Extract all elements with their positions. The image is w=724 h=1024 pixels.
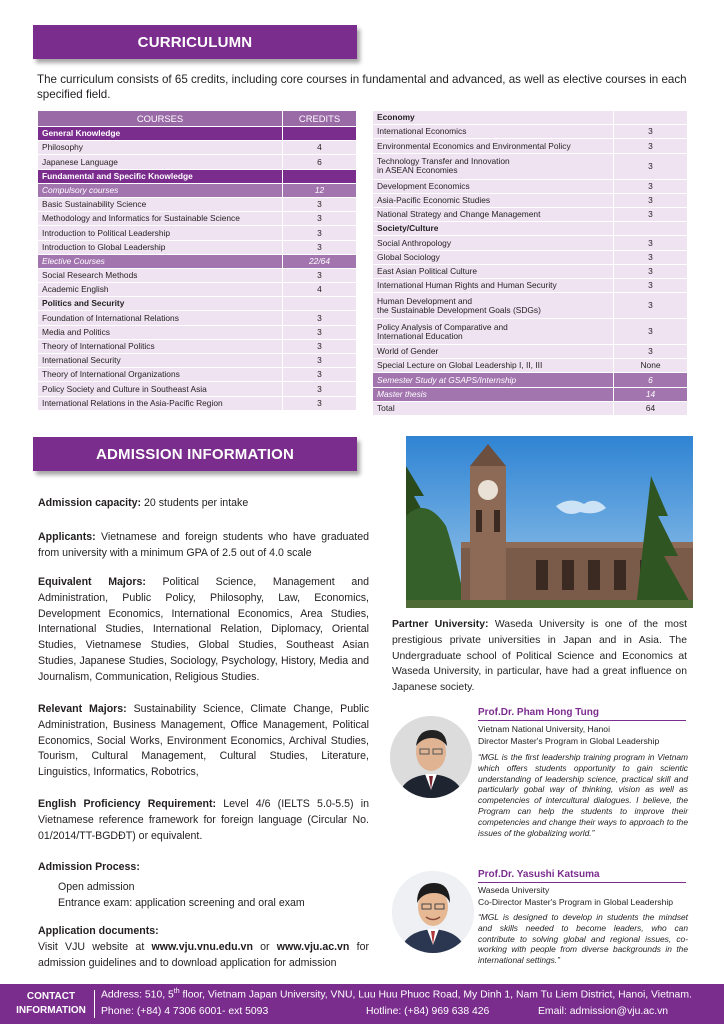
course-name: Fundamental and Specific Knowledge xyxy=(38,169,283,183)
docs-label: Application documents: xyxy=(38,925,159,937)
course-row xyxy=(38,283,357,297)
relevant-value: Sustainability Science, Climate Change, Public Administration, Business Management, Office Management, Political Economics, Social Works, Environment Economics, Archival Studies, Tourism, Cultural Management, Cultural Studies, Literature, Linguistics, Informatics, Robotrics, xyxy=(38,703,369,779)
course-row xyxy=(373,387,688,401)
course-name: Elective Courses xyxy=(38,254,283,268)
course-name: Policy Analysis of Comparative and International Education xyxy=(373,319,614,345)
course-credits xyxy=(283,169,357,183)
course-name: Introduction to Political Leadership xyxy=(38,226,283,240)
course-row xyxy=(38,339,357,353)
course-name: Master thesis xyxy=(373,387,614,401)
course-credits xyxy=(283,297,357,311)
course-credits: 3 xyxy=(614,139,688,153)
course-credits: 3 xyxy=(283,339,357,353)
course-row xyxy=(373,236,688,250)
course-name: Media and Politics xyxy=(38,325,283,339)
course-credits: 3 xyxy=(614,250,688,264)
curriculum-table-left xyxy=(37,110,357,411)
course-row xyxy=(373,293,688,319)
course-credits xyxy=(283,127,357,141)
english-label: English Proficiency Requirement: xyxy=(38,798,217,810)
course-credits: 3 xyxy=(283,325,357,339)
course-credits: 3 xyxy=(614,345,688,359)
course-name: Environmental Economics and Environmental Policy xyxy=(373,139,614,153)
course-credits: 3 xyxy=(614,193,688,207)
course-name: Technology Transfer and Innovation in ASEAN Economies xyxy=(373,153,614,179)
footer-divider xyxy=(94,990,95,1018)
contact-address xyxy=(101,988,692,1000)
course-credits: 22/64 xyxy=(283,254,357,268)
relevant-label: Relevant Majors: xyxy=(38,703,127,715)
course-name: Social Research Methods xyxy=(38,268,283,282)
course-credits: 3 xyxy=(283,354,357,368)
course-row xyxy=(373,250,688,264)
course-name: Development Economics xyxy=(373,179,614,193)
equivalent-majors xyxy=(38,575,369,686)
course-name: Global Sociology xyxy=(373,250,614,264)
course-name: Theory of International Organizations xyxy=(38,368,283,382)
admission-process xyxy=(38,860,369,876)
course-credits: 3 xyxy=(614,153,688,179)
course-name: Society/Culture xyxy=(373,222,614,236)
course-credits: 3 xyxy=(614,236,688,250)
docs-text-1: Visit VJU website at xyxy=(38,941,152,953)
course-row xyxy=(38,226,357,240)
course-credits: 3 xyxy=(283,368,357,382)
admission-applicants xyxy=(38,530,369,562)
course-name: International Relations in the Asia-Pacific Region xyxy=(38,396,283,410)
credits-header: CREDITS xyxy=(283,111,357,127)
course-credits: 3 xyxy=(283,197,357,211)
course-credits: 3 xyxy=(283,396,357,410)
contact-email[interactable]: Email: admission@vju.ac.vn xyxy=(538,1006,669,1017)
course-row xyxy=(38,141,357,155)
prof2-role: Co-Director Master's Program in Global Leadership xyxy=(478,896,674,907)
course-name: Foundation of International Relations xyxy=(38,311,283,325)
contact-label-2: INFORMATION xyxy=(16,1005,86,1016)
prof2-name: Prof.Dr. Yasushi Katsuma xyxy=(478,869,686,883)
courses-header: COURSES xyxy=(38,111,283,127)
course-credits: 3 xyxy=(283,240,357,254)
course-credits: 4 xyxy=(283,283,357,297)
course-row xyxy=(38,240,357,254)
admission-banner xyxy=(33,437,357,471)
course-credits: 3 xyxy=(614,264,688,278)
course-row xyxy=(38,127,357,141)
course-row xyxy=(373,345,688,359)
capacity-value: 20 students per intake xyxy=(141,497,249,509)
prof1-name: Prof.Dr. Pham Hong Tung xyxy=(478,707,686,721)
course-row xyxy=(373,222,688,236)
course-credits: 3 xyxy=(614,125,688,139)
course-credits: 4 xyxy=(283,141,357,155)
prof2-avatar xyxy=(392,871,474,953)
course-name: International Security xyxy=(38,354,283,368)
process-step-2: Entrance exam: application screening and oral exam xyxy=(58,897,305,909)
course-credits: 3 xyxy=(283,311,357,325)
course-row xyxy=(38,155,357,169)
course-name: Introduction to Global Leadership xyxy=(38,240,283,254)
course-name: Methodology and Informatics for Sustainable Science xyxy=(38,212,283,226)
curriculum-table-right xyxy=(372,110,688,416)
course-credits: 12 xyxy=(283,183,357,197)
course-name: Social Anthropology xyxy=(373,236,614,250)
partner-university xyxy=(392,617,687,696)
course-row xyxy=(373,373,688,387)
course-name: Theory of International Politics xyxy=(38,339,283,353)
course-name: Japanese Language xyxy=(38,155,283,169)
course-row xyxy=(38,382,357,396)
course-row xyxy=(38,311,357,325)
course-name: Politics and Security xyxy=(38,297,283,311)
prof1-role: Director Master's Program in Global Leadership xyxy=(478,735,660,746)
course-row xyxy=(38,183,357,197)
course-name: Economy xyxy=(373,111,614,125)
english-requirement xyxy=(38,797,369,844)
curriculum-title: CURRICULUMN xyxy=(137,33,253,51)
applicants-label: Applicants: xyxy=(38,531,96,543)
address-sup: th xyxy=(173,988,180,995)
address-part-1: Address: 510, 5 xyxy=(101,989,174,1001)
course-row xyxy=(38,268,357,282)
course-row xyxy=(38,368,357,382)
course-name: International Human Rights and Human Security xyxy=(373,278,614,292)
partner-text: Waseda University is one of the most prestigious private universities in Japan and in Asia. The Undergraduate school of Political Science and Economics at Waseda University, in particular, have had a great influence on Japanese society. xyxy=(392,619,687,694)
course-row xyxy=(38,254,357,268)
process-label: Admission Process: xyxy=(38,861,140,873)
partner-label: Partner University: xyxy=(392,619,489,630)
course-row xyxy=(38,396,357,410)
course-name: Academic English xyxy=(38,283,283,297)
course-name: General Knowledge xyxy=(38,127,283,141)
course-name: International Economics xyxy=(373,125,614,139)
course-row xyxy=(373,264,688,278)
course-credits: 3 xyxy=(283,226,357,240)
prof2-quote: “MGL is designed to develop in students the mindset and skills needed to become leaders, who can contribute to solving global and regional issues, co-working with people from diverse backgrounds in the international settings.” xyxy=(478,912,688,966)
curriculum-intro: The curriculum consists of 65 credits, including core courses in fundamental and advanced, as well as elective courses in each specified field. xyxy=(37,73,687,101)
course-credits: 3 xyxy=(283,382,357,396)
course-row xyxy=(373,401,688,415)
course-row xyxy=(373,359,688,373)
contact-hotline: Hotline: (+84) 969 638 426 xyxy=(366,1006,490,1017)
course-credits: 3 xyxy=(283,212,357,226)
course-credits: 3 xyxy=(614,319,688,345)
course-row xyxy=(373,125,688,139)
address-part-2: floor, Vietnam Japan University, VNU, Luu Huu Phuoc Road, My Dinh 1, Nam Tu Liem District, Hanoi, Vietnam. xyxy=(179,989,692,1001)
prof1-quote: “MGL is the first leadership training program in Vietnam which offers students opportunity to gain scientic understanding of leadership science, practical skill and particularly gobal way of thinking, vision as well as competencies of intercultural dialogues. I believe, the Program can help the students to improve their competencies and change their ways to approach to the issues of the globalizing world.” xyxy=(478,752,688,838)
course-row xyxy=(38,212,357,226)
course-credits: 3 xyxy=(614,278,688,292)
course-credits xyxy=(614,222,688,236)
prof1-info xyxy=(478,724,690,747)
process-step-1: Open admission xyxy=(58,881,135,893)
course-credits: 6 xyxy=(283,155,357,169)
course-credits: 64 xyxy=(614,401,688,415)
course-row xyxy=(38,197,357,211)
course-credits: 3 xyxy=(614,293,688,319)
course-name: Basic Sustainability Science xyxy=(38,197,283,211)
application-documents xyxy=(38,924,369,940)
contact-phone: Phone: (+84) 4 7306 6001- ext 5093 xyxy=(101,1006,269,1017)
contact-label-1: CONTACT xyxy=(26,991,76,1002)
course-name: Total xyxy=(373,401,614,415)
course-row xyxy=(38,354,357,368)
course-name: National Strategy and Change Management xyxy=(373,207,614,221)
equivalent-label: Equivalent Majors: xyxy=(38,576,146,588)
vnu-link[interactable]: www.vju.vnu.edu.vn xyxy=(151,941,253,953)
table-header xyxy=(38,111,357,127)
prof2-org: Waseda University xyxy=(478,885,550,895)
relevant-majors xyxy=(38,702,369,781)
docs-text-2: for admission guidelines and to download application for admission xyxy=(38,941,369,969)
contact-footer xyxy=(0,984,724,1024)
course-row xyxy=(373,153,688,179)
prof2-info xyxy=(478,885,690,908)
contact-label xyxy=(10,990,92,1018)
course-row xyxy=(38,297,357,311)
applicants-value: Vietnamese and foreign students who have graduated from university with a minimum GPA of 2.5 out of 4.0 scale xyxy=(38,531,369,559)
course-row xyxy=(38,169,357,183)
admission-title: ADMISSION INFORMATION xyxy=(95,445,295,463)
course-credits: 3 xyxy=(614,207,688,221)
course-credits: 3 xyxy=(614,179,688,193)
vju-link[interactable]: www.vju.ac.vn xyxy=(276,941,350,953)
course-row xyxy=(373,278,688,292)
course-name: Human Development and the Sustainable Development Goals (SDGs) xyxy=(373,293,614,319)
course-row xyxy=(38,325,357,339)
prof1-avatar xyxy=(390,716,472,798)
equivalent-value: Political Science, Management and Administration, Public Policy, Philosophy, Law, Economics, Development Economics, International Economics, Area Studies, International Studies, International Relation, Diplomacy, Oriental Studies, Vietnamese Studies, Global Studies, Southeast Asian Studies, Japanese Studies, Sociology, Psychology, History, Media and Journalism, Communication, Religious Studies. xyxy=(38,576,370,683)
capacity-label: Admission capacity: xyxy=(38,497,142,509)
admission-capacity xyxy=(38,496,369,512)
docs-or: or xyxy=(252,941,277,953)
course-row xyxy=(373,111,688,125)
course-name: East Asian Political Culture xyxy=(373,264,614,278)
course-credits xyxy=(614,111,688,125)
course-credits: 3 xyxy=(283,268,357,282)
course-credits: None xyxy=(614,359,688,373)
english-value: Level 4/6 (IELTS 5.0-5.5) in Vietnamese reference framework for foreign language (Circular No. 01/2014/TT-BGDĐT) or equivalent. xyxy=(38,798,369,842)
course-row xyxy=(373,179,688,193)
course-credits: 6 xyxy=(614,373,688,387)
course-name: Special Lecture on Global Leadership I, II, III xyxy=(373,359,614,373)
course-name: Semester Study at GSAPS/Internship xyxy=(373,373,614,387)
waseda-university-photo xyxy=(406,436,693,608)
curriculum-banner xyxy=(33,25,357,59)
course-name: World of Gender xyxy=(373,345,614,359)
docs-text xyxy=(38,940,369,972)
course-row xyxy=(373,319,688,345)
course-name: Compulsory courses xyxy=(38,183,283,197)
course-name: Asia-Pacific Economic Studies xyxy=(373,193,614,207)
prof1-org: Vietnam National University, Hanoi xyxy=(478,724,610,734)
course-credits: 14 xyxy=(614,387,688,401)
course-name: Policy Society and Culture in Southeast Asia xyxy=(38,382,283,396)
course-row xyxy=(373,193,688,207)
course-row xyxy=(373,207,688,221)
course-row xyxy=(373,139,688,153)
course-name: Philosophy xyxy=(38,141,283,155)
